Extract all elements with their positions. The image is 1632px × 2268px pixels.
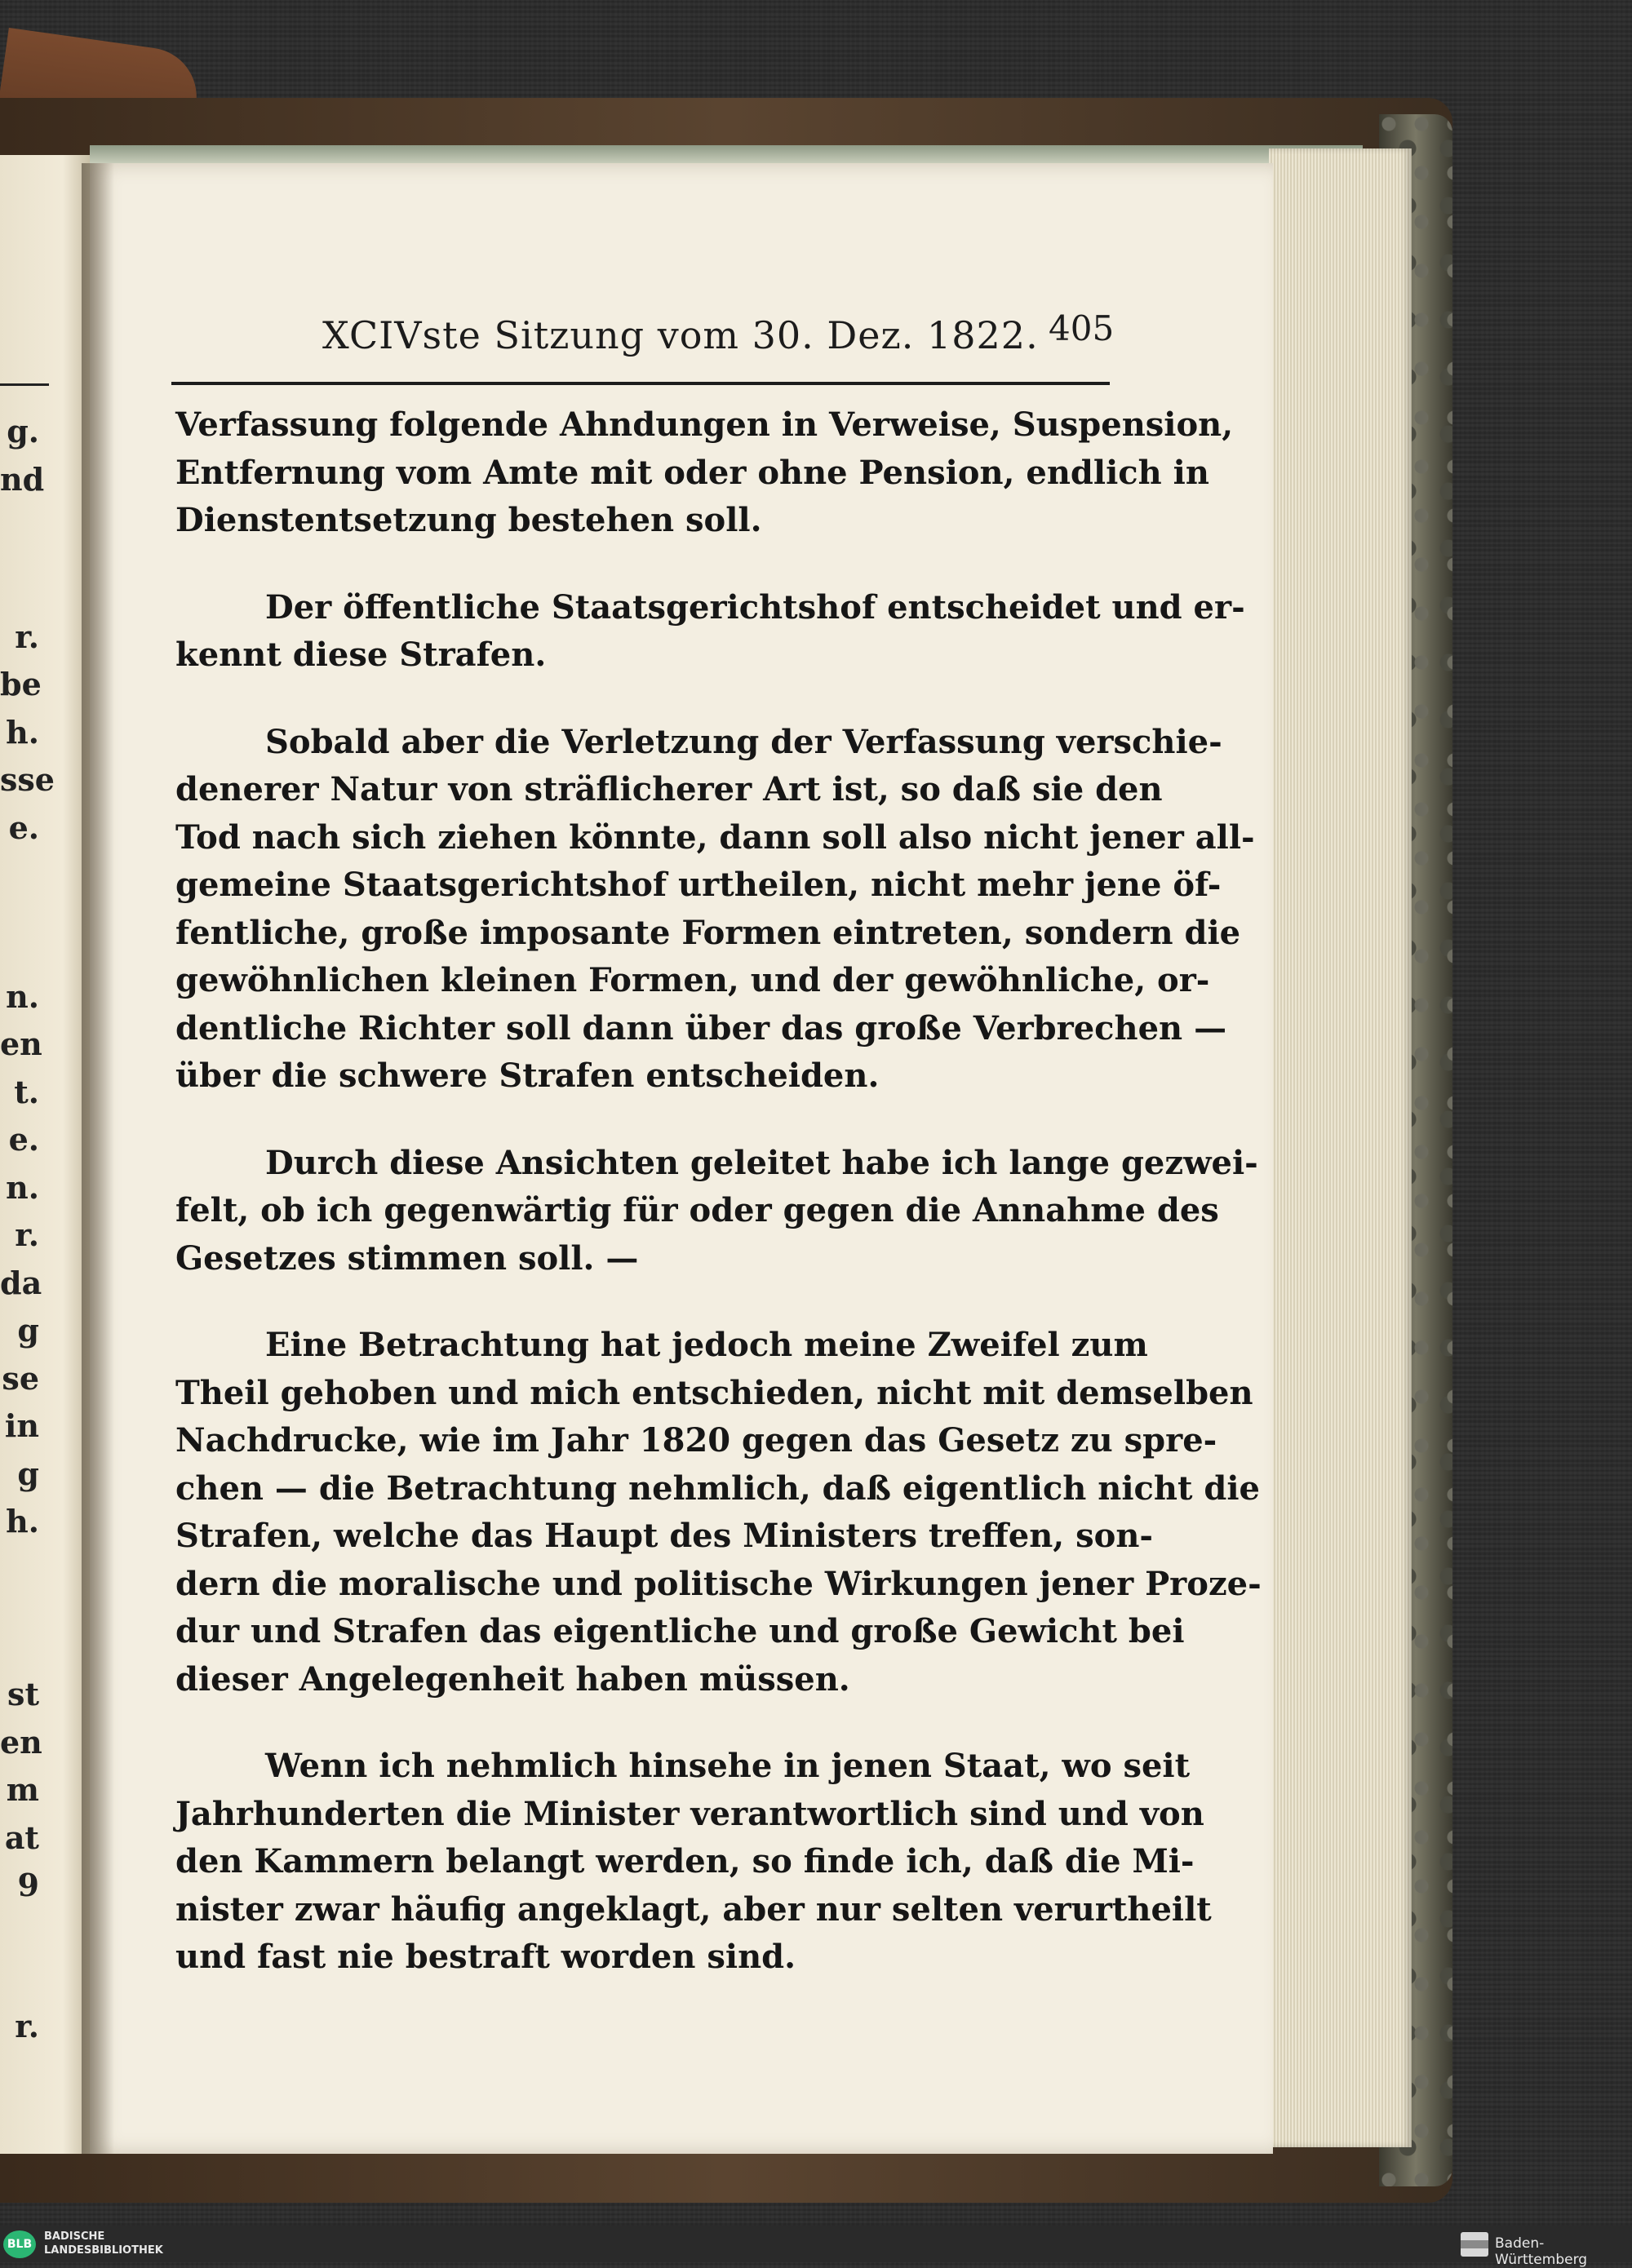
left-page-fragment: 9 [17, 1867, 39, 1903]
left-page-fragment: in [4, 1407, 39, 1444]
left-page-fragment: nd [0, 460, 45, 498]
text-line: gewöhnlichen kleinen Formen, und der gewöhnliche, or- [175, 961, 1210, 999]
paragraph [175, 719, 1255, 1101]
left-page-fragment: st [7, 1676, 39, 1712]
text-line: über die schwere Strafen entscheiden. [175, 1056, 880, 1095]
paragraph [175, 401, 1234, 545]
text-line: Dienstentsetzung bestehen soll. [175, 501, 762, 539]
baden-wuerttemberg-crest-icon[interactable] [1461, 2232, 1488, 2257]
left-page-fragment: da [0, 1264, 42, 1301]
top-page-edge [90, 145, 1363, 163]
left-page-fragment: r. [15, 2008, 39, 2044]
page-block-edges [1269, 148, 1412, 2147]
text-line: Der öffentliche Staatsgerichtshof entscheidet und er- [265, 587, 1245, 627]
baden-wuerttemberg-label[interactable]: Baden-Württemberg [1495, 2235, 1588, 2268]
left-page-fragment: e. [8, 1121, 39, 1158]
text-line: den Kammern belangt werden, so finde ich, daß die Mi- [175, 1842, 1195, 1880]
text-line: nister zwar häufig angeklagt, aber nur selten verurtheilt [175, 1889, 1212, 1929]
left-page-fragment: en [0, 1723, 42, 1761]
gutter-shadow [82, 163, 114, 2154]
left-page-fragment: e. [8, 808, 39, 846]
text-line: gemeine Staatsgerichtshof urtheilen, nicht mehr jene öf- [175, 866, 1222, 904]
text-line: denerer Natur von sträflicherer Art ist, so daß sie den [175, 770, 1163, 808]
paragraph [175, 1743, 1212, 1982]
text-line: und fast nie bestraft worden sind. [175, 1938, 796, 1976]
text-line: Wenn ich nehmlich hinsehe in jenen Staat, wo seit [265, 1747, 1191, 1785]
blb-logo-icon[interactable]: BLB [3, 2230, 36, 2258]
text-line: dentliche Richter soll dann über das große Verbrechen — [175, 1008, 1227, 1048]
left-page-fragment: n. [6, 1168, 39, 1206]
blb-name-line2: LANDESBIBLIOTHEK [44, 2244, 163, 2257]
text-line: dur und Strafen das eigentliche und große Gewicht bei [175, 1612, 1185, 1650]
text-line: fentliche, große imposante Formen eintreten, sondern die [175, 913, 1241, 952]
left-page-fragment: h. [6, 713, 39, 751]
text-line: felt, ob ich gegenwärtig für oder gegen die Annahme des [175, 1191, 1219, 1229]
text-line: kennt diese Strafen. [175, 636, 547, 674]
blb-library-name[interactable] [44, 2230, 163, 2257]
text-line: Entfernung vom Amte mit oder ohne Pension, endlich in [175, 453, 1209, 492]
text-line: Jahrhunderten die Minister verantwortlich sind und von [175, 1794, 1204, 1833]
left-page-fragment: sse [0, 761, 55, 798]
left-page-fragment [0, 503, 49, 551]
left-page-fragment [0, 1623, 49, 1672]
left-page-fragment: n. [6, 977, 39, 1015]
text-line: Sobald aber die Verletzung der Verfassung verschie- [265, 722, 1222, 761]
text-line: Gesetzes stimmen soll. — [175, 1238, 639, 1278]
left-page-fragment [0, 1956, 49, 2004]
left-page-fragment: m [6, 1771, 39, 1808]
paragraph [175, 584, 1245, 680]
left-page-rule [0, 383, 49, 386]
paragraph [175, 1322, 1262, 1703]
blb-name-line1: BADISCHE [44, 2230, 105, 2243]
body-text [175, 401, 1262, 1982]
left-page-fragment: r. [15, 1216, 39, 1253]
left-page-fragment: g [17, 1455, 39, 1492]
text-line: Tod nach sich ziehen könnte, dann soll also nicht jener all- [175, 817, 1255, 857]
left-page-fragment: se [2, 1359, 39, 1397]
left-page-fragment: en [0, 1025, 42, 1062]
footer-brand-bar [0, 2226, 1632, 2268]
text-line: dern die moralische und politische Wirkungen jener Proze- [175, 1564, 1262, 1603]
text-line: Verfassung folgende Ahndungen in Verweise, Suspension, [175, 405, 1234, 444]
paragraph [175, 1140, 1258, 1283]
left-page-fragment [0, 852, 49, 900]
text-line: chen — die Betrachtung nehmlich, daß eigentlich nicht die [175, 1468, 1260, 1508]
left-page-fragment: r. [15, 618, 39, 655]
left-page-text-fragments [0, 408, 55, 2051]
page-number: 405 [1049, 308, 1115, 348]
text-line: Theil gehoben und mich entschieden, nicht mit demselben [175, 1373, 1253, 1412]
left-page-fragment: h. [6, 1503, 39, 1539]
running-head: XCIVste Sitzung vom 30. Dez. 1822. [322, 313, 1039, 357]
header-rule [171, 382, 1110, 385]
text-line: Nachdrucke, wie im Jahr 1820 gegen das Gesetz zu spre- [175, 1421, 1217, 1460]
left-page-fragment: g [17, 1312, 39, 1349]
text-line: dieser Angelegenheit haben müssen. [175, 1659, 850, 1699]
left-page-fragment: g. [7, 413, 39, 450]
left-page-fragment: be [0, 666, 42, 702]
left-page-fragment: at [4, 1818, 39, 1856]
text-line: Eine Betrachtung hat jedoch meine Zweifel zum [265, 1326, 1148, 1364]
left-page-fragment: t. [14, 1073, 39, 1110]
text-line: Strafen, welche das Haupt des Ministers treffen, son- [175, 1517, 1154, 1555]
text-line: Durch diese Ansichten geleitet habe ich lange gezwei- [265, 1143, 1258, 1182]
